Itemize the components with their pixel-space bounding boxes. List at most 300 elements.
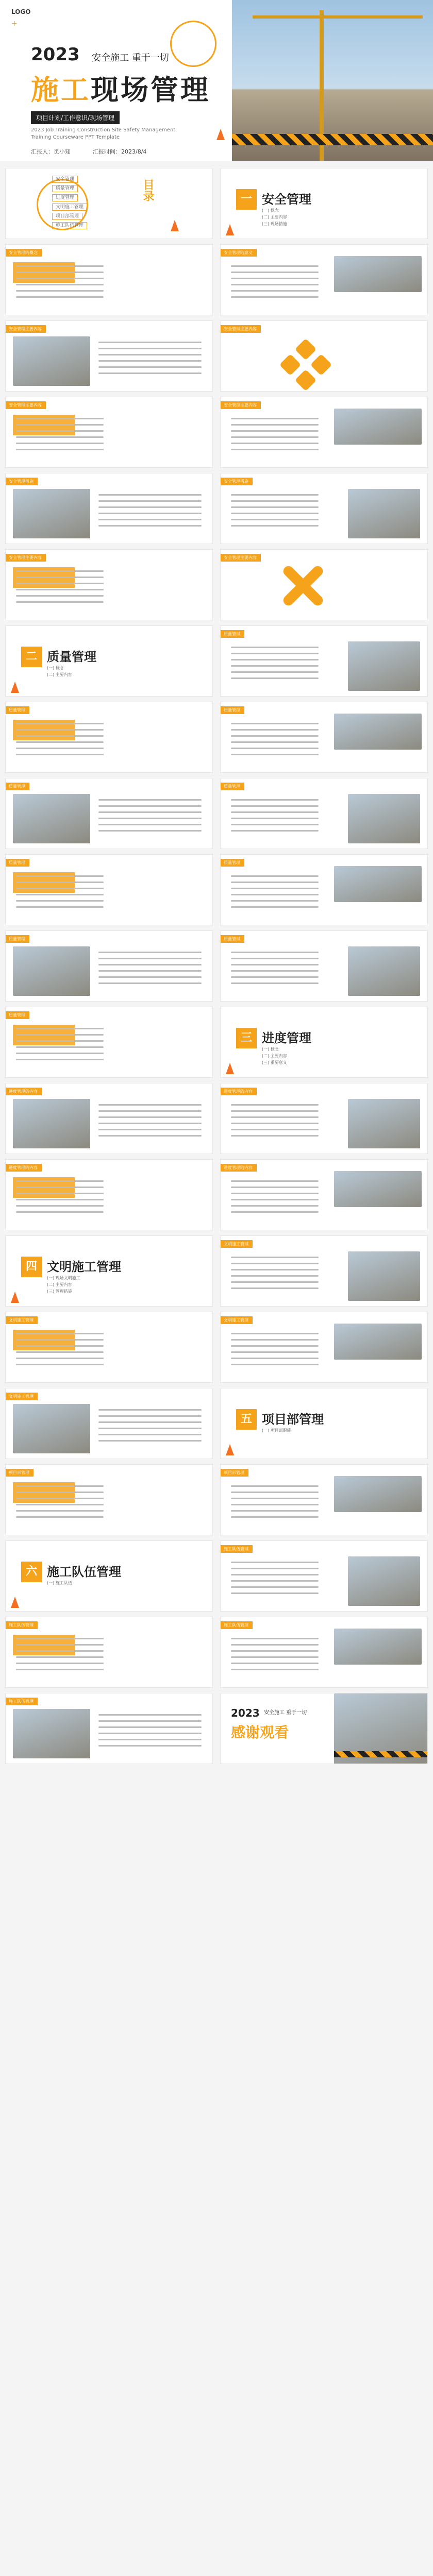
slide-section xyxy=(220,168,428,239)
cover-title-part1: 施工 xyxy=(31,74,91,106)
text-line xyxy=(16,1492,104,1493)
text-line xyxy=(16,1351,104,1353)
text-line xyxy=(98,970,202,972)
text-line xyxy=(98,1739,202,1740)
slide-header: 施工队伍管理 xyxy=(6,1621,38,1629)
slide-content xyxy=(5,1388,213,1459)
text-line xyxy=(231,1281,319,1283)
text-line xyxy=(231,1592,319,1594)
traffic-cone-icon xyxy=(11,682,19,693)
text-line xyxy=(231,519,319,520)
slide-header: 安全管理措施 xyxy=(6,478,38,485)
text-line xyxy=(16,1364,104,1365)
text-line xyxy=(231,1275,319,1277)
text-line xyxy=(98,1714,202,1716)
text-line xyxy=(231,659,319,660)
slide-grid xyxy=(5,168,428,1764)
text-line xyxy=(16,1028,104,1029)
text-line xyxy=(98,952,202,953)
crane-jib xyxy=(253,15,423,19)
text-line xyxy=(231,494,319,496)
text-line xyxy=(16,449,104,450)
slide-header: 施工队伍管理 xyxy=(221,1545,253,1553)
slide-content xyxy=(220,397,428,468)
cover-slide xyxy=(0,0,433,161)
text-line xyxy=(16,1034,104,1036)
text-line xyxy=(231,729,319,731)
text-line xyxy=(98,372,202,374)
slide-header: 质量管理 xyxy=(6,1011,29,1019)
text-line xyxy=(231,525,319,527)
text-line xyxy=(16,748,104,749)
section-subitem: (二) 主要内容 xyxy=(47,1282,72,1287)
slide-photo xyxy=(13,946,90,996)
section-number: 三 xyxy=(236,1028,257,1048)
slide-x xyxy=(220,549,428,620)
section-title: 质量管理 xyxy=(47,650,96,664)
cover-title xyxy=(31,68,210,108)
text-line xyxy=(231,875,319,877)
text-line xyxy=(98,354,202,355)
text-line xyxy=(16,900,104,902)
text-line xyxy=(231,888,319,889)
text-line xyxy=(16,1345,104,1347)
slide-header: 安全管理主要内容 xyxy=(221,325,261,333)
text-line xyxy=(98,1129,202,1130)
text-line xyxy=(231,1669,319,1670)
slide-header: 安全管理主要内容 xyxy=(6,325,46,333)
hazard-stripes xyxy=(334,1751,428,1757)
text-line xyxy=(231,748,319,749)
text-line xyxy=(16,1516,104,1518)
text-line xyxy=(231,824,319,825)
logo: LOGO xyxy=(11,8,31,15)
text-line xyxy=(16,1510,104,1512)
text-line xyxy=(16,894,104,895)
cover-title-part2: 现场管理 xyxy=(91,74,210,106)
end-year: 2023 xyxy=(231,1707,260,1719)
text-line xyxy=(98,1110,202,1112)
traffic-cone-icon xyxy=(226,1063,234,1074)
slide-content xyxy=(220,625,428,697)
text-line xyxy=(231,1187,319,1188)
text-line xyxy=(98,342,202,343)
traffic-cone-icon xyxy=(226,224,234,235)
text-line xyxy=(231,1492,319,1493)
slide-toc xyxy=(5,168,213,239)
text-line xyxy=(231,1644,319,1646)
slide-content xyxy=(5,549,213,620)
cover-photo xyxy=(232,0,433,161)
section-number: 二 xyxy=(21,647,42,667)
text-line xyxy=(231,1586,319,1588)
text-line xyxy=(16,430,104,432)
section-title: 进度管理 xyxy=(262,1031,311,1045)
text-line xyxy=(231,1358,319,1359)
slide-content xyxy=(5,1693,213,1764)
text-line xyxy=(231,1287,319,1289)
text-line xyxy=(231,964,319,965)
slide-section xyxy=(5,1540,213,1612)
hex-shape xyxy=(295,369,317,391)
slide-content xyxy=(5,473,213,544)
slide-content xyxy=(5,1159,213,1230)
text-line xyxy=(231,1574,319,1575)
text-line xyxy=(16,729,104,731)
slide-photo xyxy=(13,489,90,538)
section-subitem: (一) 概念 xyxy=(262,208,279,213)
text-line xyxy=(231,278,319,279)
plus-icon: + xyxy=(11,20,18,28)
slide-content xyxy=(5,702,213,773)
slide-header: 质量管理 xyxy=(221,783,244,790)
slide-photo xyxy=(348,1556,420,1606)
slide-content xyxy=(5,1312,213,1383)
slide-photo xyxy=(348,641,420,691)
slide-photo xyxy=(13,1404,90,1453)
text-line xyxy=(16,1046,104,1048)
text-line xyxy=(98,976,202,978)
text-line xyxy=(231,430,319,432)
slide-photo xyxy=(334,714,422,750)
slide-content xyxy=(5,930,213,1002)
section-subitem: (一) 概念 xyxy=(262,1047,279,1052)
slide-header: 安全管理的概念 xyxy=(6,249,42,257)
text-line xyxy=(16,1339,104,1341)
section-number: 六 xyxy=(21,1562,42,1582)
text-line xyxy=(16,1663,104,1664)
text-line xyxy=(231,1110,319,1112)
text-line xyxy=(16,278,104,279)
text-line xyxy=(231,900,319,902)
section-subitem: (二) 主要内容 xyxy=(47,672,72,677)
section-subitem: (一) 项目部职能 xyxy=(262,1428,291,1433)
text-line xyxy=(98,1104,202,1106)
cover-year: 2023 xyxy=(31,44,80,65)
text-line xyxy=(98,982,202,984)
toc-item: 文明施工管理 xyxy=(52,204,87,211)
text-line xyxy=(231,1364,319,1365)
slide-section xyxy=(220,1007,428,1078)
text-line xyxy=(98,525,202,527)
text-line xyxy=(231,830,319,832)
text-line xyxy=(16,1040,104,1042)
text-line xyxy=(16,1669,104,1670)
slide-header: 项目部管理 xyxy=(6,1469,34,1477)
text-line xyxy=(231,1656,319,1658)
slide-content xyxy=(220,1464,428,1535)
slide-section xyxy=(220,1388,428,1459)
text-line xyxy=(231,1351,319,1353)
text-line xyxy=(231,1193,319,1194)
traffic-cone-icon xyxy=(11,1292,19,1303)
text-line xyxy=(16,1358,104,1359)
text-line xyxy=(231,647,319,648)
text-line xyxy=(16,741,104,743)
section-subitem: (一) 概念 xyxy=(47,666,64,670)
text-line xyxy=(16,1656,104,1658)
slide-photo xyxy=(334,1476,422,1512)
text-line xyxy=(98,1434,202,1435)
slide-header: 安全管理主要内容 xyxy=(221,401,261,409)
text-line xyxy=(231,906,319,908)
text-line xyxy=(231,1638,319,1639)
text-line xyxy=(231,265,319,267)
text-line xyxy=(231,1211,319,1213)
text-line xyxy=(16,601,104,603)
slide-photo xyxy=(334,256,422,292)
text-line xyxy=(231,976,319,978)
slide-photo xyxy=(348,946,420,996)
slide-photo xyxy=(13,336,90,386)
slide-photo xyxy=(348,1099,420,1148)
text-line xyxy=(16,1193,104,1194)
slide-content xyxy=(220,473,428,544)
slide-photo xyxy=(13,1709,90,1758)
text-line xyxy=(16,424,104,426)
text-line xyxy=(98,1409,202,1411)
text-line xyxy=(98,513,202,514)
slide-content xyxy=(220,1617,428,1688)
text-line xyxy=(98,1745,202,1747)
section-title: 项目部管理 xyxy=(262,1412,324,1427)
slide-header: 进度管理的内容 xyxy=(6,1088,42,1095)
text-line xyxy=(231,1205,319,1207)
text-line xyxy=(16,723,104,724)
text-line xyxy=(16,1211,104,1213)
section-title: 安全管理 xyxy=(262,192,311,207)
text-line xyxy=(231,1562,319,1563)
text-line xyxy=(16,1650,104,1652)
text-line xyxy=(16,1498,104,1499)
text-line xyxy=(16,595,104,597)
text-line xyxy=(231,1129,319,1130)
slide-content xyxy=(220,702,428,773)
text-line xyxy=(231,290,319,292)
slide-content xyxy=(5,778,213,849)
text-line xyxy=(98,1733,202,1734)
traffic-cone-icon xyxy=(11,1597,19,1608)
section-subitem: (三) 管理措施 xyxy=(47,1289,72,1294)
slide-content xyxy=(5,1007,213,1078)
text-line xyxy=(231,1516,319,1518)
slide-photo xyxy=(348,794,420,843)
slide-content xyxy=(5,1083,213,1154)
slide-header: 安全管理主要内容 xyxy=(6,554,46,562)
section-subitem: (二) 主要内容 xyxy=(262,1054,287,1058)
text-line xyxy=(98,1421,202,1423)
text-line xyxy=(231,506,319,508)
text-line xyxy=(231,894,319,895)
slide-header: 质量管理 xyxy=(221,859,244,867)
text-line xyxy=(16,1187,104,1188)
text-line xyxy=(231,982,319,984)
text-line xyxy=(231,799,319,801)
slide-header: 安全管理主要内容 xyxy=(6,401,46,409)
text-line xyxy=(16,1504,104,1505)
end-slogan: 安全施工 重于一切 xyxy=(264,1710,307,1716)
text-line xyxy=(231,1568,319,1569)
slide-content xyxy=(220,1159,428,1230)
text-line xyxy=(98,366,202,368)
slide-header: 文明施工管理 xyxy=(221,1240,253,1248)
text-line xyxy=(231,1485,319,1487)
text-line xyxy=(231,882,319,883)
text-line xyxy=(231,1663,319,1664)
text-line xyxy=(98,506,202,508)
text-line xyxy=(16,906,104,908)
text-line xyxy=(98,1116,202,1118)
slide-hex xyxy=(220,320,428,392)
slide-photo xyxy=(13,1099,90,1148)
slide-content xyxy=(5,1464,213,1535)
text-line xyxy=(231,952,319,953)
decor-ring xyxy=(170,21,216,67)
slide-photo xyxy=(334,409,422,445)
text-line xyxy=(231,653,319,654)
text-line xyxy=(16,272,104,273)
text-line xyxy=(231,1104,319,1106)
slide-header: 质量管理 xyxy=(221,706,244,714)
text-line xyxy=(231,272,319,273)
toc-item: 施工队伍管理 xyxy=(52,222,87,229)
text-line xyxy=(231,754,319,755)
text-line xyxy=(231,665,319,667)
toc-item: 安全管理 xyxy=(52,176,78,183)
slide-header: 项目部管理 xyxy=(221,1469,248,1477)
text-line xyxy=(231,418,319,419)
slide-header: 安全管理的意义 xyxy=(221,249,257,257)
text-line xyxy=(16,577,104,578)
text-line xyxy=(16,875,104,877)
text-line xyxy=(98,830,202,832)
text-line xyxy=(231,735,319,737)
slide-content xyxy=(220,778,428,849)
section-title: 施工队伍管理 xyxy=(47,1565,121,1579)
slide-content xyxy=(5,320,213,392)
text-line xyxy=(231,513,319,514)
text-line xyxy=(231,1510,319,1512)
hex-shape xyxy=(295,338,317,360)
text-line xyxy=(16,418,104,419)
slide-content xyxy=(220,854,428,925)
text-line xyxy=(16,443,104,444)
slide-section xyxy=(5,1235,213,1307)
text-line xyxy=(16,589,104,590)
slide-content xyxy=(5,854,213,925)
text-line xyxy=(231,500,319,502)
cover-reporter: 汇报人：觅小知 xyxy=(31,148,71,155)
text-line xyxy=(231,1180,319,1182)
slide-content xyxy=(220,1235,428,1307)
traffic-cone-icon xyxy=(171,220,179,231)
text-line xyxy=(16,1205,104,1207)
text-line xyxy=(231,424,319,426)
slide-content xyxy=(220,244,428,315)
text-line xyxy=(231,970,319,972)
text-line xyxy=(16,735,104,737)
slide-header: 文明施工管理 xyxy=(6,1316,38,1324)
text-line xyxy=(231,1504,319,1505)
slide-header: 施工队伍管理 xyxy=(221,1621,253,1629)
cover-tags: 项目计划/工作意识/现场管理 xyxy=(31,111,120,124)
text-line xyxy=(231,677,319,679)
slide-header: 质量管理 xyxy=(6,935,29,943)
text-line xyxy=(98,1135,202,1137)
text-line xyxy=(98,958,202,959)
slide-content xyxy=(5,244,213,315)
text-line xyxy=(231,958,319,959)
text-line xyxy=(231,805,319,807)
cover-slogan: 安全施工 重于一切 xyxy=(92,53,169,63)
slide-content xyxy=(220,1540,428,1612)
slide-header: 质量管理 xyxy=(6,706,29,714)
text-line xyxy=(231,1650,319,1652)
text-line xyxy=(16,1180,104,1182)
text-line xyxy=(16,265,104,267)
text-line xyxy=(231,811,319,813)
text-line xyxy=(98,519,202,520)
section-subitem: (二) 主要内容 xyxy=(262,215,287,219)
section-subitem: (三) 现场措施 xyxy=(262,222,287,226)
hazard-stripes xyxy=(232,134,433,145)
slide-photo xyxy=(13,794,90,843)
toc-title: 目录 xyxy=(141,179,154,201)
text-line xyxy=(231,1199,319,1200)
hex-shape xyxy=(310,354,332,376)
text-line xyxy=(16,296,104,298)
slide-content xyxy=(5,1617,213,1688)
slide-photo xyxy=(348,489,420,538)
text-line xyxy=(16,1053,104,1054)
slide-photo xyxy=(348,1251,420,1301)
text-line xyxy=(98,824,202,825)
text-line xyxy=(231,296,319,298)
text-line xyxy=(231,443,319,444)
section-number: 四 xyxy=(21,1257,42,1277)
text-line xyxy=(231,284,319,285)
section-number: 五 xyxy=(236,1409,257,1430)
slide-header: 安全管理主要内容 xyxy=(221,554,261,562)
text-line xyxy=(231,1580,319,1582)
slide-section xyxy=(5,625,213,697)
text-line xyxy=(98,799,202,801)
text-line xyxy=(231,1263,319,1264)
section-number: 一 xyxy=(236,189,257,210)
text-line xyxy=(98,964,202,965)
toc-item: 项目部管理 xyxy=(52,213,82,220)
cover-english: 2023 Job Training Construction Site Safety Management Training Courseware PPT Template xyxy=(31,127,176,140)
toc-item: 进度管理 xyxy=(52,194,78,201)
slide-content xyxy=(220,1312,428,1383)
slide-header: 文明施工管理 xyxy=(221,1316,253,1324)
traffic-cone-icon xyxy=(226,1444,234,1455)
slide-photo xyxy=(334,1629,422,1665)
text-line xyxy=(98,811,202,813)
text-line xyxy=(16,1199,104,1200)
text-line xyxy=(98,1726,202,1728)
text-line xyxy=(98,1720,202,1722)
traffic-cone-icon xyxy=(216,129,225,140)
text-line xyxy=(98,1428,202,1429)
slide-photo xyxy=(334,1171,422,1207)
text-line xyxy=(231,818,319,819)
text-line xyxy=(16,754,104,755)
text-line xyxy=(231,1339,319,1341)
text-line xyxy=(16,284,104,285)
slide-header: 质量管理 xyxy=(6,859,29,867)
slide-header: 质量管理 xyxy=(6,783,29,790)
